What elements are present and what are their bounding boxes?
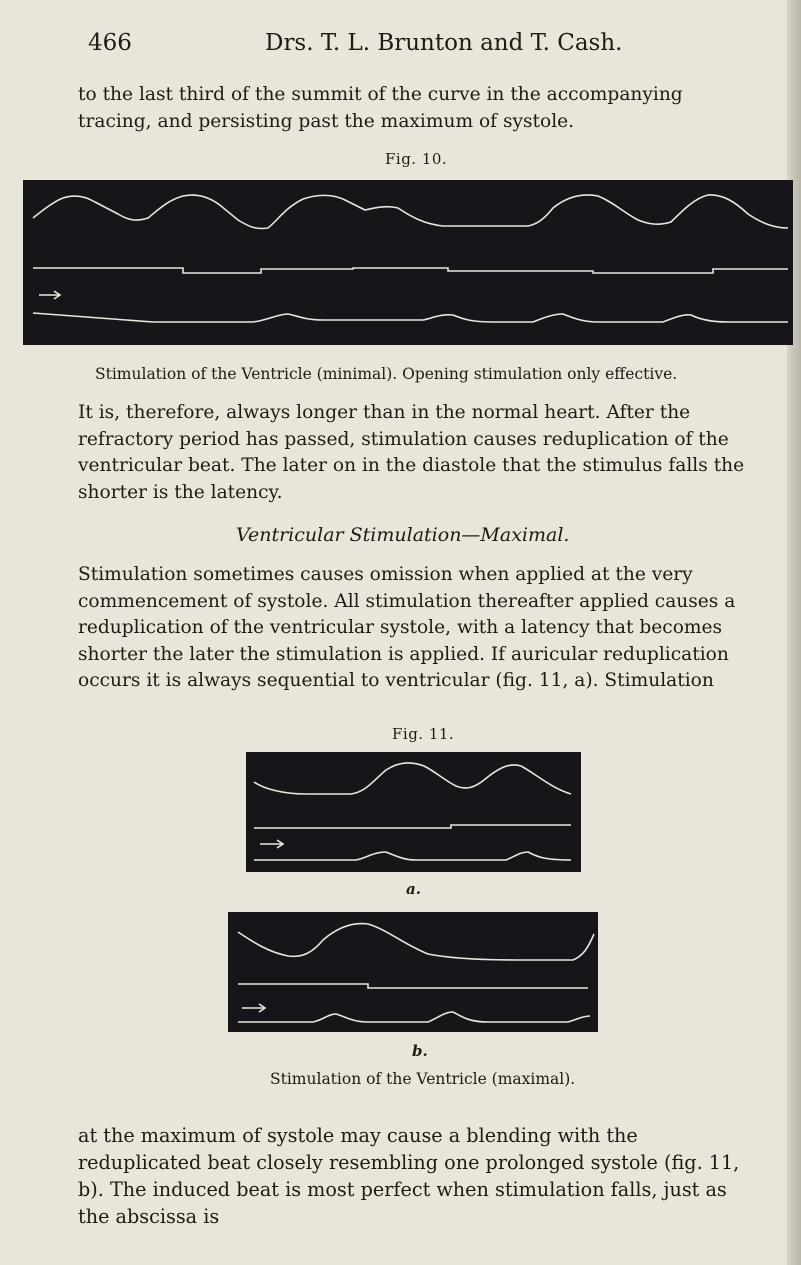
paragraph-4: at the maximum of systole may cause a blending with the reduplicated beat closely resembling one prolonged systole (fig. 11, b). The induced beat is most perfect when stimulation falls, just as the abscissa is [78,1124,740,1228]
figure-10-label: Fig. 10. [385,150,448,168]
ventricular-trace [238,924,594,960]
figure-11b-tracing [228,912,598,1032]
figure-10-caption: Stimulation of the Ventricle (minimal). Opening stimulation only effective. [95,365,678,383]
signal-line [238,984,588,988]
figure-11-label: Fig. 11. [392,725,455,743]
auricular-trace [254,852,571,860]
figure-11b-svg [228,912,598,1032]
section-title: Ventricular Stimulation—Maximal. [236,524,570,546]
figure-11-caption: Stimulation of the Ventricle (maximal). [270,1070,576,1088]
signal-line [33,268,788,273]
figure-10-svg [23,180,793,345]
auricular-trace [238,1012,590,1022]
figure-11b-label: b. [412,1042,428,1060]
signal-line [254,825,571,828]
ventricular-trace [33,195,788,229]
figure-10-tracing [23,180,793,345]
page-header [80,30,730,70]
auricular-trace [33,313,788,322]
running-head: Drs. T. L. Brunton and T. Cash. [265,30,623,56]
paragraph-1: to the last third of the summit of the curve in the accompanying tracing, and persisting past the maximum of systole. [78,84,683,132]
page-number: 466 [88,30,132,56]
figure-11a-svg [246,752,581,872]
figure-11a-tracing [246,752,581,872]
ventricular-trace [254,763,571,794]
paragraph-2: It is, therefore, always longer than in the normal heart. After the refractory period has passed, stimulation causes reduplication of the ventricular beat. The later on in the diastole that the stimulus falls the shorter is the latency. [78,402,745,503]
paragraph-3: Stimulation sometimes causes omission when applied at the very commencement of systole. All stimulation thereafter applied causes a reduplication of the ventricular systole, with a latency that becomes shorter the later the stimulation is applied. If auricular reduplication occurs it is always sequential to ventricular (fig. 11, a). Stimulation [78,564,736,691]
figure-11a-label: a. [406,880,421,898]
